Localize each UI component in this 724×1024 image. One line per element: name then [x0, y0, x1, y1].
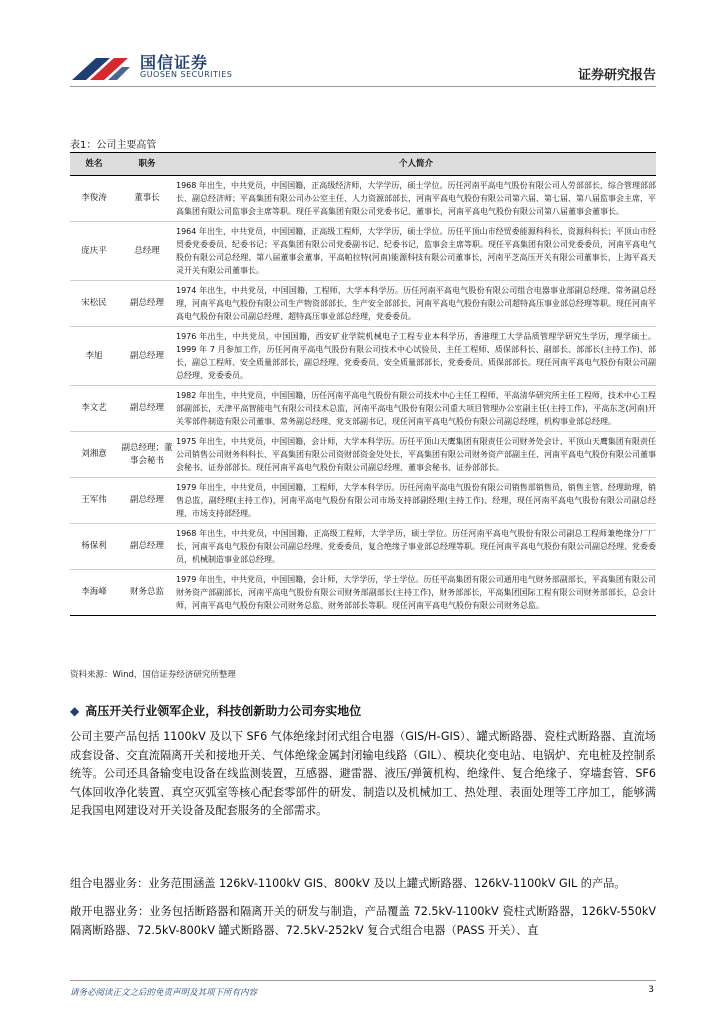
- exec-name: 宋松民: [70, 281, 118, 327]
- management-table: [70, 152, 656, 616]
- table-header-row: [70, 153, 656, 176]
- column-header-bio: 个人简介: [176, 153, 656, 176]
- table-row: [70, 386, 656, 432]
- exec-name: 杨保利: [70, 524, 118, 570]
- body-paragraph: 公司主要产品包括 1100kV 及以下 SF6 气体绝缘封闭式组合电器（GIS/H-GIS）、罐式断路器、瓷柱式断路器、直流场成套设备、交直流隔离开关和接地开关、气体绝缘金属封闭输电线路（GIL）、模块化变电站、电锅炉、充电桩及控制系统等。公司还具备输变电设备在线监测装置，互感器、避雷器、液压/弹簧机构、绝缘件、复合绝缘子、穿墙套管、SF6 气体回收净化装置、真空灭弧室等核心配套零部件的研发、制造以及机械加工、热处理、表面处理等工序加工，能够满足我国电网建设对开关设备及配套服务的全部需求。: [70, 730, 656, 818]
- table-row: [70, 281, 656, 327]
- section-heading-text: 高压开关行业领军企业，科技创新助力公司夯实地位: [85, 704, 362, 718]
- report-type-label: 证券研究报告: [577, 68, 656, 83]
- column-header-name: 姓名: [70, 153, 118, 176]
- exec-position: 副总经理: [118, 281, 176, 327]
- footer-divider: [70, 980, 656, 981]
- guosen-logo-icon: [70, 54, 134, 82]
- table-title: 表1：公司主要高管: [70, 140, 157, 151]
- table-row: [70, 432, 656, 478]
- exec-bio: 1968 年出生，中共党员，中国国籍，正高级经济师，大学学历，硕士学位。历任河南平高电气股份有限公司人劳部部长、综合管理部部长、副总经济师；平高集团有限公司办公室主任、人力资源部部长，河南平高电气股份有限公司第六届、第七届、第八届监事会主席，平高集团有限公司监事会主席等职。现任平高集团有限公司党委书记、董事长，河南平高电气股份有限公司第八届董事会董事长。: [176, 176, 656, 222]
- exec-bio: 1979 年出生，中共党员，中国国籍，会计师，大学学历，学士学位。历任平高集团有限公司通用电气财务部副部长，平高集团有限公司财务资产部副部长，河南平高电气股份有限公司财务部副部长(主持工作)，财务部部长，平高集团国际工程有限公司财务部部长，总会计师，河南平高电气股份有限公司财务总监、财务部部长等职。现任河南平高电气股份有限公司财务总监。: [176, 570, 656, 616]
- table-row: [70, 176, 656, 222]
- body-paragraph: 敞开电器业务：业务包括断路器和隔离开关的研发与制造，产品覆盖 72.5kV-1100kV 瓷柱式断路器，126kV-550kV 隔离断路器、72.5kV-800kV 罐式断路器、72.5kV-252kV 复合式组合电器（PASS 开关）、直: [70, 905, 656, 937]
- exec-name: 刘湘意: [70, 432, 118, 478]
- body-paragraph: 组合电器业务：业务范围涵盖 126kV-1100kV GIS、800kV 及以上罐式断路器、126kV-1100kV GIL 的产品。: [70, 877, 626, 890]
- exec-position: 董事长: [118, 176, 176, 222]
- exec-position: 副总经理: [118, 524, 176, 570]
- logo-chinese-name: 国信证券: [140, 53, 209, 72]
- table-row: [70, 327, 656, 386]
- exec-bio: 1968 年出生，中共党员，中国国籍，正高级工程师，大学学历，硕士学位。历任河南平高电气股份有限公司副总工程师兼绝缘分厂厂长，河南平高电气股份有限公司副总经理、党委委员，复合绝缘子事业部总经理等职。现任河南平高电气股份有限公司副总经理、党委委员，机械制造事业部总经理。: [176, 524, 656, 570]
- exec-position: 总经理: [118, 222, 176, 281]
- exec-bio: 1982 年出生，中共党员，中国国籍，历任河南平高电气股份有限公司技术中心主任工程师、平高清华研究所主任工程师，技术中心工程部副部长，天津平高智能电气有限公司技术总监，河南平高电气股份有限公司重大项目管理办公室副主任(主持工作)，平高东芝(河南)开关零部件制造有限公司董事、常务副总经理、党支部副书记，现任河南平高电气股份有限公司副总经理，机构事业部总经理。: [176, 386, 656, 432]
- exec-bio: 1964 年出生，中共党员，中国国籍，正高级工程师，大学学历，硕士学位。历任平顶山市经贸委能源科科长、资源科科长；平顶山市经贸委党委委员、纪委书记；平高集团有限公司党委副书记、纪委书记，监事会主席等职。现任平高集团有限公司党委委员，河南平高电气股份有限公司总经理、第八届董事会董事，平高帕拉特(河南)能源科技有限公司董事长，河南平芝高压开关有限公司董事长，上海平高天灵开关有限公司董事长。: [176, 222, 656, 281]
- exec-name: 王军伟: [70, 478, 118, 524]
- table-source-note: 资料来源：Wind，国信证券经济研究所整理: [70, 670, 236, 680]
- management-table-wrapper: [70, 152, 656, 616]
- exec-name: 李海峰: [70, 570, 118, 616]
- exec-position: 副总经理: [118, 386, 176, 432]
- page-header: [0, 0, 724, 90]
- exec-position: 财务总监: [118, 570, 176, 616]
- exec-bio: 1974 年出生，中共党员，中国国籍，工程师，大学本科学历。历任河南平高电气股份有限公司组合电器事业部副总经理、常务副总经理，河南平高电气股份有限公司生产物资部部长、生产安全部部长、河南平高电气股份有限公司超特高压事业部总经理等职。现任河南平高电气股份有限公司副总经理、超特高压事业部总经理，党委委员。: [176, 281, 656, 327]
- exec-name: 李旭: [70, 327, 118, 386]
- column-header-position: 职务: [118, 153, 176, 176]
- exec-position: 副总经理: [118, 478, 176, 524]
- exec-position: 副总经理: [118, 327, 176, 386]
- logo-english-name: GUOSEN SECURITIES: [140, 70, 233, 79]
- table-row: [70, 570, 656, 616]
- footer-disclaimer: 请务必阅读正文之后的免责声明及其项下所有内容: [70, 988, 258, 998]
- table-row: [70, 222, 656, 281]
- exec-name: 李文艺: [70, 386, 118, 432]
- header-divider: [70, 86, 656, 87]
- table-row: [70, 524, 656, 570]
- exec-bio: 1979 年出生，中共党员，中国国籍，工程师，大学本科学历。历任河南平高电气股份有限公司销售部销售员、销售主管、经理助理，销售总监，副经理(主持工作)，河南平高电气股份有限公司市场支持部副经理(主持工作)、经理，现任河南平高电气股份有限公司副总经理、市场支持部经理。: [176, 478, 656, 524]
- section-heading: [70, 702, 361, 719]
- page-number: 3: [648, 985, 654, 995]
- table-row: [70, 478, 656, 524]
- diamond-bullet-icon: ◆: [70, 704, 80, 718]
- exec-bio: 1975 年出生，中共党员，中国国籍，会计师，大学本科学历。历任平顶山天鹰集团有限责任公司财务处会计、平顶山天鹰集团有限责任公司销售公司财务科科长、平高集团有限公司资财部资金处处长，平高集团有限公司财务资产部副主任、河南平高电气股份有限公司董事会秘书、证券部部长。现任河南平高电气股份有限公司副总经理、董事会秘书、证券部部长。: [176, 432, 656, 478]
- exec-name: 李俊涛: [70, 176, 118, 222]
- exec-position: 副总经理；董事会秘书: [118, 432, 176, 478]
- exec-name: 庞庆平: [70, 222, 118, 281]
- exec-bio: 1976 年出生，中共党员，中国国籍，西安矿业学院机械电子工程专业本科学历，香港理工大学品质管理学研究生学历，理学硕士。1999 年 7 月参加工作，历任河南平高电气股份有限公司技术中心试验员、主任工程师、质保部科长、副部长、部部长(主持工作)、部长，副总工程师、安全质量部部长，副总经理、党委委员、安全质量部部长，党委委员、质保部部长。现任河南平高电气股份有限公司副总经理、党委委员。: [176, 327, 656, 386]
